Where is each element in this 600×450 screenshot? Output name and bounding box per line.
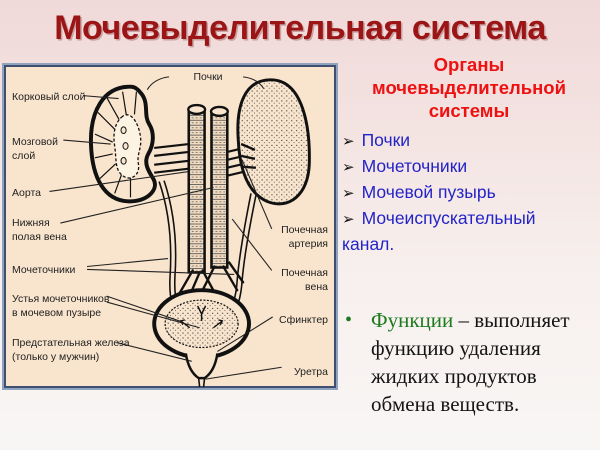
list-item [342, 180, 560, 206]
organ-item-label: Почки [361, 130, 411, 151]
label-sphincter: Сфинктер [279, 314, 328, 326]
label-urethra: Уретра [293, 366, 328, 378]
anatomy-diagram [2, 63, 338, 390]
dot-bullet-icon: • [345, 309, 353, 331]
label-cortex: Корковый слой [12, 91, 86, 103]
functions-panel [345, 306, 585, 418]
bladder [154, 290, 249, 387]
label-renal-vein: Почечная вена [281, 267, 328, 294]
functions-text [371, 306, 585, 418]
page-title: Мочевыделительная система [54, 9, 546, 47]
functions-term: Функции [371, 308, 454, 332]
label-vena-cava: Нижняя полая вена [12, 217, 67, 244]
vessels [154, 105, 244, 300]
organs-panel [340, 53, 598, 257]
right-kidney [238, 80, 309, 204]
label-medulla: Мозговой слой [12, 136, 59, 163]
arrow-bullet-icon: ➢ [342, 159, 355, 177]
list-item [342, 154, 560, 180]
list-item [342, 128, 560, 154]
functions-description: – выполняет функцию удаления жидких продуктов обмена веществ. [371, 308, 570, 416]
label-orifices: Устья мочеточников в мочевом пузыре [12, 293, 110, 320]
organ-list [342, 128, 560, 257]
organ-item-label: Мочевой пузырь [361, 182, 496, 203]
label-prostate: Предстательная железа (только у мужчин) [12, 337, 130, 364]
arrow-bullet-icon: ➢ [342, 185, 355, 203]
list-item [342, 206, 560, 257]
label-ureters: Мочеточники [12, 264, 76, 276]
arrow-bullet-icon: ➢ [342, 211, 355, 229]
organs-heading: Органы мочевыделительной системы [372, 54, 566, 122]
label-aorta: Аорта [12, 187, 41, 199]
organ-item-label: Мочеточники [361, 156, 468, 177]
label-kidneys: Почки [193, 71, 223, 83]
organ-item-label: Мочеиспускательный канал. [342, 208, 536, 255]
arrow-bullet-icon: ➢ [342, 133, 355, 151]
label-renal-artery: Почечная артерия [281, 224, 328, 251]
